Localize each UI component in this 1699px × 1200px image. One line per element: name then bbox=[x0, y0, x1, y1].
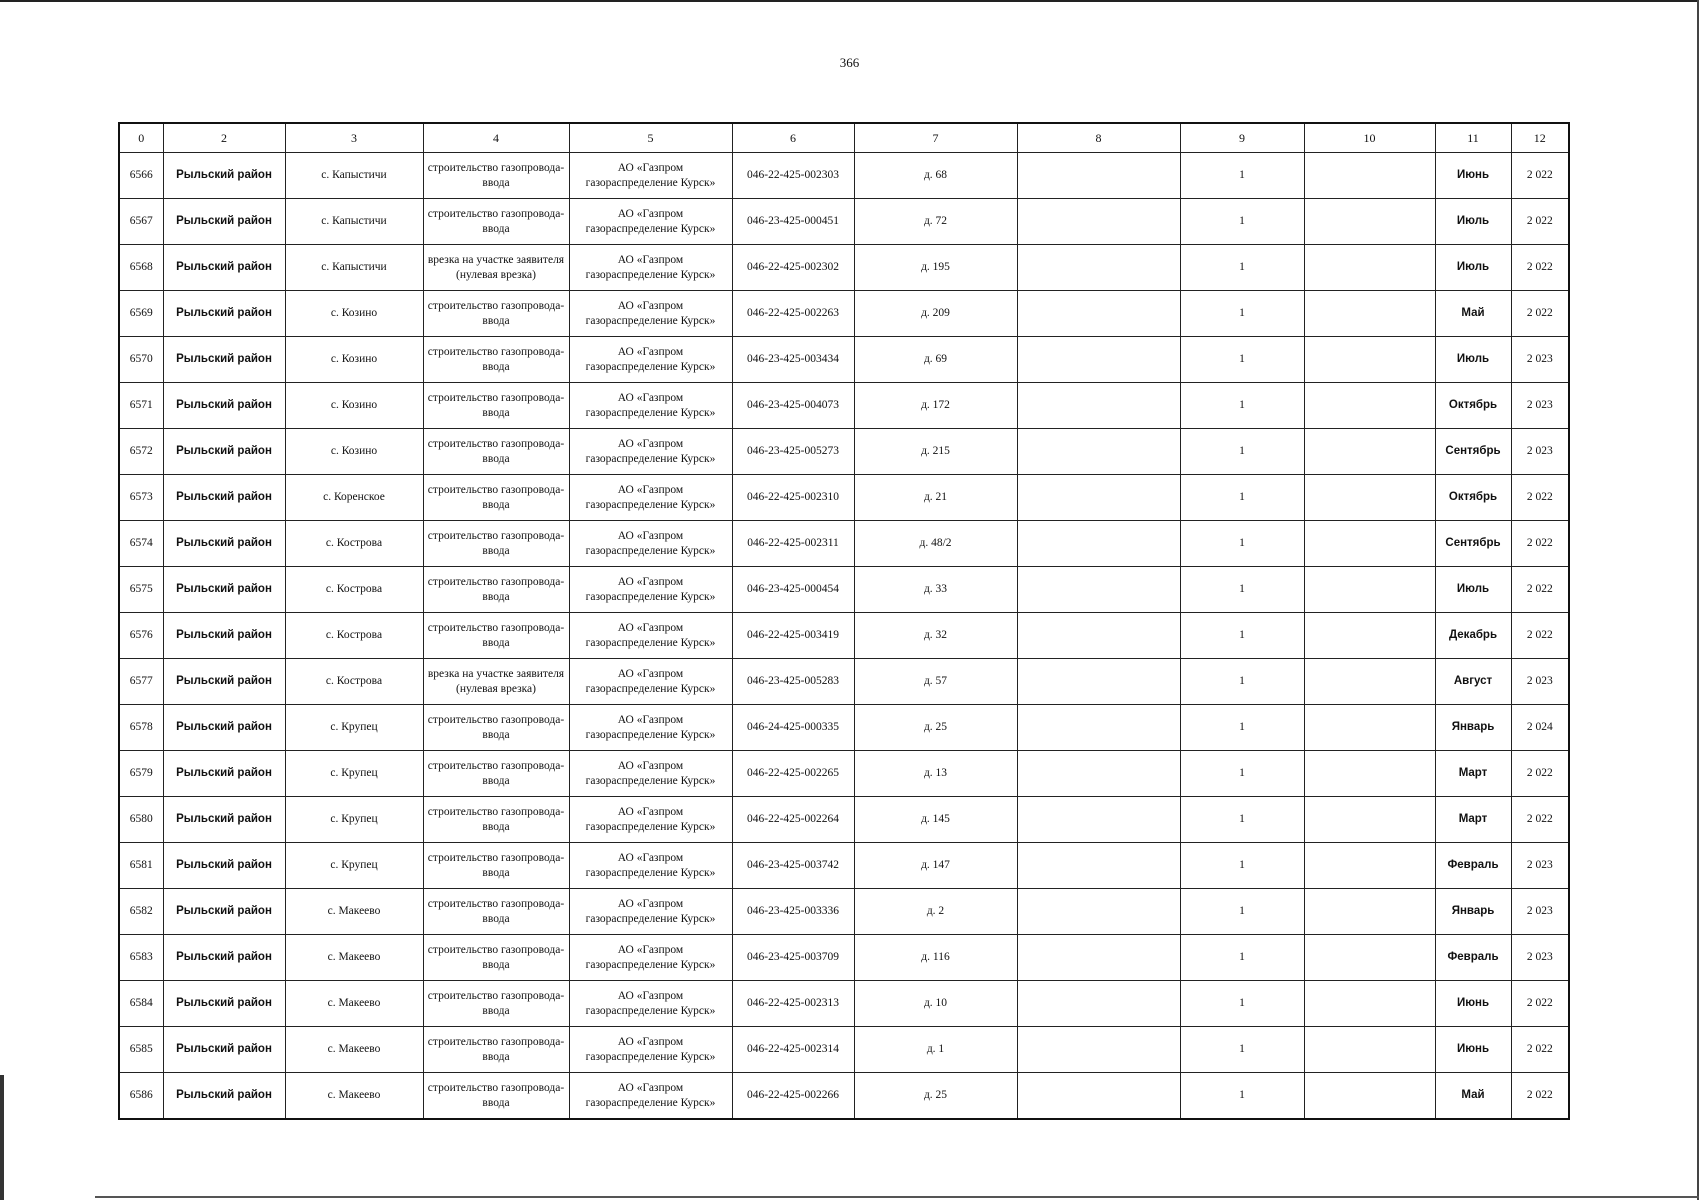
column-8-cell bbox=[1017, 383, 1180, 429]
settlement-cell: с. Макеево bbox=[285, 889, 423, 935]
column-8-cell bbox=[1017, 521, 1180, 567]
count-cell: 1 bbox=[1180, 659, 1304, 705]
district-cell: Рыльский район bbox=[163, 751, 285, 797]
settlement-cell: с. Крупец bbox=[285, 705, 423, 751]
column-8-cell bbox=[1017, 1073, 1180, 1120]
column-8-cell bbox=[1017, 751, 1180, 797]
organization-cell: АО «Газпром газораспределение Курск» bbox=[569, 521, 732, 567]
house-number-cell: д. 147 bbox=[854, 843, 1017, 889]
count-cell: 1 bbox=[1180, 935, 1304, 981]
organization-cell: АО «Газпром газораспределение Курск» bbox=[569, 153, 732, 199]
organization-cell: АО «Газпром газораспределение Курск» bbox=[569, 1073, 732, 1120]
year-cell: 2 022 bbox=[1511, 751, 1569, 797]
count-cell: 1 bbox=[1180, 521, 1304, 567]
organization-cell: АО «Газпром газораспределение Курск» bbox=[569, 199, 732, 245]
table-row bbox=[119, 613, 1569, 659]
column-10-cell bbox=[1304, 337, 1435, 383]
year-cell: 2 023 bbox=[1511, 889, 1569, 935]
organization-cell: АО «Газпром газораспределение Курск» bbox=[569, 705, 732, 751]
column-10-cell bbox=[1304, 659, 1435, 705]
application-number-cell: 046-22-425-002310 bbox=[732, 475, 854, 521]
column-header: 4 bbox=[423, 123, 569, 153]
row-number-cell: 6568 bbox=[119, 245, 163, 291]
district-cell: Рыльский район bbox=[163, 705, 285, 751]
house-number-cell: д. 2 bbox=[854, 889, 1017, 935]
organization-cell: АО «Газпром газораспределение Курск» bbox=[569, 981, 732, 1027]
settlement-cell: с. Капыстичи bbox=[285, 199, 423, 245]
year-cell: 2 022 bbox=[1511, 521, 1569, 567]
table-row bbox=[119, 843, 1569, 889]
month-cell: Сентябрь bbox=[1435, 521, 1511, 567]
work-type-cell: строительство газопровода-ввода bbox=[423, 1073, 569, 1120]
organization-cell: АО «Газпром газораспределение Курск» bbox=[569, 889, 732, 935]
house-number-cell: д. 57 bbox=[854, 659, 1017, 705]
column-8-cell bbox=[1017, 705, 1180, 751]
count-cell: 1 bbox=[1180, 843, 1304, 889]
table-row bbox=[119, 475, 1569, 521]
organization-cell: АО «Газпром газораспределение Курск» bbox=[569, 245, 732, 291]
organization-cell: АО «Газпром газораспределение Курск» bbox=[569, 797, 732, 843]
table-row bbox=[119, 429, 1569, 475]
month-cell: Февраль bbox=[1435, 843, 1511, 889]
table-row bbox=[119, 1027, 1569, 1073]
column-10-cell bbox=[1304, 153, 1435, 199]
count-cell: 1 bbox=[1180, 475, 1304, 521]
settlement-cell: с. Крупец bbox=[285, 797, 423, 843]
month-cell: Декабрь bbox=[1435, 613, 1511, 659]
application-number-cell: 046-22-425-002314 bbox=[732, 1027, 854, 1073]
work-type-cell: строительство газопровода-ввода bbox=[423, 475, 569, 521]
house-number-cell: д. 21 bbox=[854, 475, 1017, 521]
district-cell: Рыльский район bbox=[163, 153, 285, 199]
work-type-cell: строительство газопровода-ввода bbox=[423, 751, 569, 797]
row-number-cell: 6584 bbox=[119, 981, 163, 1027]
organization-cell: АО «Газпром газораспределение Курск» bbox=[569, 429, 732, 475]
district-cell: Рыльский район bbox=[163, 1073, 285, 1120]
count-cell: 1 bbox=[1180, 705, 1304, 751]
year-cell: 2 022 bbox=[1511, 153, 1569, 199]
row-number-cell: 6578 bbox=[119, 705, 163, 751]
month-cell: Июль bbox=[1435, 567, 1511, 613]
application-number-cell: 046-22-425-002313 bbox=[732, 981, 854, 1027]
work-type-cell: строительство газопровода-ввода bbox=[423, 889, 569, 935]
count-cell: 1 bbox=[1180, 567, 1304, 613]
column-10-cell bbox=[1304, 889, 1435, 935]
month-cell: Июнь bbox=[1435, 153, 1511, 199]
settlement-cell: с. Крупец bbox=[285, 843, 423, 889]
month-cell: Июнь bbox=[1435, 981, 1511, 1027]
organization-cell: АО «Газпром газораспределение Курск» bbox=[569, 475, 732, 521]
scan-border-left bbox=[0, 1075, 4, 1200]
house-number-cell: д. 25 bbox=[854, 705, 1017, 751]
house-number-cell: д. 1 bbox=[854, 1027, 1017, 1073]
page-number: 366 bbox=[839, 55, 860, 70]
organization-cell: АО «Газпром газораспределение Курск» bbox=[569, 843, 732, 889]
month-cell: Март bbox=[1435, 751, 1511, 797]
row-number-cell: 6580 bbox=[119, 797, 163, 843]
table-row bbox=[119, 797, 1569, 843]
district-cell: Рыльский район bbox=[163, 475, 285, 521]
district-cell: Рыльский район bbox=[163, 659, 285, 705]
column-8-cell bbox=[1017, 153, 1180, 199]
month-cell: Июнь bbox=[1435, 1027, 1511, 1073]
settlement-cell: с. Козино bbox=[285, 291, 423, 337]
district-cell: Рыльский район bbox=[163, 889, 285, 935]
column-8-cell bbox=[1017, 245, 1180, 291]
district-cell: Рыльский район bbox=[163, 199, 285, 245]
column-10-cell bbox=[1304, 613, 1435, 659]
settlement-cell: с. Макеево bbox=[285, 1027, 423, 1073]
column-10-cell bbox=[1304, 199, 1435, 245]
column-header: 12 bbox=[1511, 123, 1569, 153]
table-row bbox=[119, 521, 1569, 567]
column-10-cell bbox=[1304, 935, 1435, 981]
organization-cell: АО «Газпром газораспределение Курск» bbox=[569, 1027, 732, 1073]
column-8-cell bbox=[1017, 797, 1180, 843]
year-cell: 2 022 bbox=[1511, 613, 1569, 659]
table-header-row bbox=[119, 123, 1569, 153]
district-cell: Рыльский район bbox=[163, 613, 285, 659]
work-type-cell: строительство газопровода-ввода bbox=[423, 705, 569, 751]
count-cell: 1 bbox=[1180, 245, 1304, 291]
work-type-cell: строительство газопровода-ввода bbox=[423, 383, 569, 429]
month-cell: Май bbox=[1435, 291, 1511, 337]
year-cell: 2 022 bbox=[1511, 981, 1569, 1027]
district-cell: Рыльский район bbox=[163, 843, 285, 889]
month-cell: Октябрь bbox=[1435, 383, 1511, 429]
work-type-cell: строительство газопровода-ввода bbox=[423, 567, 569, 613]
count-cell: 1 bbox=[1180, 1027, 1304, 1073]
district-cell: Рыльский район bbox=[163, 521, 285, 567]
column-8-cell bbox=[1017, 291, 1180, 337]
month-cell: Сентябрь bbox=[1435, 429, 1511, 475]
row-number-cell: 6574 bbox=[119, 521, 163, 567]
application-number-cell: 046-22-425-002263 bbox=[732, 291, 854, 337]
district-cell: Рыльский район bbox=[163, 797, 285, 843]
work-type-cell: строительство газопровода-ввода bbox=[423, 981, 569, 1027]
application-number-cell: 046-23-425-000451 bbox=[732, 199, 854, 245]
year-cell: 2 022 bbox=[1511, 1027, 1569, 1073]
month-cell: Июль bbox=[1435, 337, 1511, 383]
work-type-cell: строительство газопровода-ввода bbox=[423, 521, 569, 567]
count-cell: 1 bbox=[1180, 1073, 1304, 1120]
table-row bbox=[119, 935, 1569, 981]
application-number-cell: 046-24-425-000335 bbox=[732, 705, 854, 751]
column-8-cell bbox=[1017, 475, 1180, 521]
organization-cell: АО «Газпром газораспределение Курск» bbox=[569, 659, 732, 705]
column-header: 11 bbox=[1435, 123, 1511, 153]
column-10-cell bbox=[1304, 843, 1435, 889]
settlement-cell: с. Крупец bbox=[285, 751, 423, 797]
row-number-cell: 6577 bbox=[119, 659, 163, 705]
scan-border-top bbox=[0, 0, 1699, 2]
house-number-cell: д. 145 bbox=[854, 797, 1017, 843]
house-number-cell: д. 209 bbox=[854, 291, 1017, 337]
work-type-cell: строительство газопровода-ввода bbox=[423, 153, 569, 199]
column-8-cell bbox=[1017, 337, 1180, 383]
row-number-cell: 6581 bbox=[119, 843, 163, 889]
month-cell: Июль bbox=[1435, 199, 1511, 245]
house-number-cell: д. 195 bbox=[854, 245, 1017, 291]
application-number-cell: 046-22-425-002264 bbox=[732, 797, 854, 843]
work-type-cell: врезка на участке заявителя (нулевая врезка) bbox=[423, 659, 569, 705]
column-8-cell bbox=[1017, 567, 1180, 613]
month-cell: Февраль bbox=[1435, 935, 1511, 981]
settlement-cell: с. Макеево bbox=[285, 1073, 423, 1120]
row-number-cell: 6579 bbox=[119, 751, 163, 797]
month-cell: Январь bbox=[1435, 705, 1511, 751]
column-8-cell bbox=[1017, 889, 1180, 935]
column-8-cell bbox=[1017, 613, 1180, 659]
count-cell: 1 bbox=[1180, 797, 1304, 843]
table-row bbox=[119, 981, 1569, 1027]
year-cell: 2 023 bbox=[1511, 337, 1569, 383]
work-type-cell: строительство газопровода-ввода bbox=[423, 935, 569, 981]
column-10-cell bbox=[1304, 521, 1435, 567]
application-number-cell: 046-23-425-000454 bbox=[732, 567, 854, 613]
table-row bbox=[119, 383, 1569, 429]
scan-border-bottom bbox=[95, 1196, 1699, 1198]
column-header: 6 bbox=[732, 123, 854, 153]
work-type-cell: строительство газопровода-ввода bbox=[423, 337, 569, 383]
column-header: 0 bbox=[119, 123, 163, 153]
application-number-cell: 046-23-425-003709 bbox=[732, 935, 854, 981]
month-cell: Август bbox=[1435, 659, 1511, 705]
application-number-cell: 046-22-425-002265 bbox=[732, 751, 854, 797]
column-10-cell bbox=[1304, 475, 1435, 521]
row-number-cell: 6583 bbox=[119, 935, 163, 981]
column-10-cell bbox=[1304, 291, 1435, 337]
column-8-cell bbox=[1017, 843, 1180, 889]
column-8-cell bbox=[1017, 935, 1180, 981]
table-row bbox=[119, 567, 1569, 613]
application-number-cell: 046-23-425-003336 bbox=[732, 889, 854, 935]
table-row bbox=[119, 245, 1569, 291]
column-10-cell bbox=[1304, 1027, 1435, 1073]
row-number-cell: 6566 bbox=[119, 153, 163, 199]
year-cell: 2 022 bbox=[1511, 199, 1569, 245]
row-number-cell: 6585 bbox=[119, 1027, 163, 1073]
application-number-cell: 046-23-425-003742 bbox=[732, 843, 854, 889]
work-type-cell: строительство газопровода-ввода bbox=[423, 797, 569, 843]
organization-cell: АО «Газпром газораспределение Курск» bbox=[569, 337, 732, 383]
column-8-cell bbox=[1017, 981, 1180, 1027]
year-cell: 2 023 bbox=[1511, 429, 1569, 475]
district-cell: Рыльский район bbox=[163, 429, 285, 475]
organization-cell: АО «Газпром газораспределение Курск» bbox=[569, 613, 732, 659]
column-10-cell bbox=[1304, 245, 1435, 291]
house-number-cell: д. 72 bbox=[854, 199, 1017, 245]
table-row bbox=[119, 199, 1569, 245]
month-cell: Январь bbox=[1435, 889, 1511, 935]
house-number-cell: д. 68 bbox=[854, 153, 1017, 199]
work-type-cell: врезка на участке заявителя (нулевая врезка) bbox=[423, 245, 569, 291]
district-cell: Рыльский район bbox=[163, 981, 285, 1027]
count-cell: 1 bbox=[1180, 291, 1304, 337]
table-row bbox=[119, 751, 1569, 797]
house-number-cell: д. 33 bbox=[854, 567, 1017, 613]
house-number-cell: д. 10 bbox=[854, 981, 1017, 1027]
district-cell: Рыльский район bbox=[163, 291, 285, 337]
column-header: 9 bbox=[1180, 123, 1304, 153]
year-cell: 2 023 bbox=[1511, 843, 1569, 889]
column-10-cell bbox=[1304, 981, 1435, 1027]
column-8-cell bbox=[1017, 1027, 1180, 1073]
work-type-cell: строительство газопровода-ввода bbox=[423, 291, 569, 337]
row-number-cell: 6570 bbox=[119, 337, 163, 383]
year-cell: 2 023 bbox=[1511, 659, 1569, 705]
district-cell: Рыльский район bbox=[163, 567, 285, 613]
row-number-cell: 6572 bbox=[119, 429, 163, 475]
settlement-cell: с. Макеево bbox=[285, 935, 423, 981]
district-cell: Рыльский район bbox=[163, 245, 285, 291]
column-header: 7 bbox=[854, 123, 1017, 153]
settlement-cell: с. Козино bbox=[285, 337, 423, 383]
month-cell: Октябрь bbox=[1435, 475, 1511, 521]
organization-cell: АО «Газпром газораспределение Курск» bbox=[569, 935, 732, 981]
row-number-cell: 6573 bbox=[119, 475, 163, 521]
column-8-cell bbox=[1017, 199, 1180, 245]
column-header: 5 bbox=[569, 123, 732, 153]
count-cell: 1 bbox=[1180, 889, 1304, 935]
application-number-cell: 046-23-425-003434 bbox=[732, 337, 854, 383]
district-cell: Рыльский район bbox=[163, 337, 285, 383]
settlement-cell: с. Коренское bbox=[285, 475, 423, 521]
settlement-cell: с. Макеево bbox=[285, 981, 423, 1027]
column-10-cell bbox=[1304, 705, 1435, 751]
table-row bbox=[119, 1073, 1569, 1120]
table-body bbox=[119, 153, 1569, 1120]
month-cell: Май bbox=[1435, 1073, 1511, 1120]
work-type-cell: строительство газопровода-ввода bbox=[423, 843, 569, 889]
column-header: 2 bbox=[163, 123, 285, 153]
count-cell: 1 bbox=[1180, 429, 1304, 475]
month-cell: Март bbox=[1435, 797, 1511, 843]
column-8-cell bbox=[1017, 659, 1180, 705]
column-10-cell bbox=[1304, 567, 1435, 613]
organization-cell: АО «Газпром газораспределение Курск» bbox=[569, 751, 732, 797]
work-type-cell: строительство газопровода-ввода bbox=[423, 199, 569, 245]
year-cell: 2 024 bbox=[1511, 705, 1569, 751]
row-number-cell: 6586 bbox=[119, 1073, 163, 1120]
house-number-cell: д. 32 bbox=[854, 613, 1017, 659]
work-type-cell: строительство газопровода-ввода bbox=[423, 429, 569, 475]
column-10-cell bbox=[1304, 429, 1435, 475]
count-cell: 1 bbox=[1180, 337, 1304, 383]
house-number-cell: д. 69 bbox=[854, 337, 1017, 383]
year-cell: 2 023 bbox=[1511, 935, 1569, 981]
column-10-cell bbox=[1304, 797, 1435, 843]
row-number-cell: 6575 bbox=[119, 567, 163, 613]
application-number-cell: 046-22-425-002303 bbox=[732, 153, 854, 199]
application-number-cell: 046-23-425-005273 bbox=[732, 429, 854, 475]
organization-cell: АО «Газпром газораспределение Курск» bbox=[569, 383, 732, 429]
column-10-cell bbox=[1304, 383, 1435, 429]
house-number-cell: д. 116 bbox=[854, 935, 1017, 981]
table-row bbox=[119, 659, 1569, 705]
row-number-cell: 6571 bbox=[119, 383, 163, 429]
work-type-cell: строительство газопровода-ввода bbox=[423, 613, 569, 659]
year-cell: 2 022 bbox=[1511, 291, 1569, 337]
year-cell: 2 023 bbox=[1511, 383, 1569, 429]
settlement-cell: с. Козино bbox=[285, 429, 423, 475]
month-cell: Июль bbox=[1435, 245, 1511, 291]
count-cell: 1 bbox=[1180, 383, 1304, 429]
count-cell: 1 bbox=[1180, 613, 1304, 659]
column-10-cell bbox=[1304, 1073, 1435, 1120]
table-row bbox=[119, 153, 1569, 199]
year-cell: 2 022 bbox=[1511, 475, 1569, 521]
work-type-cell: строительство газопровода-ввода bbox=[423, 1027, 569, 1073]
house-number-cell: д. 172 bbox=[854, 383, 1017, 429]
year-cell: 2 022 bbox=[1511, 1073, 1569, 1120]
year-cell: 2 022 bbox=[1511, 797, 1569, 843]
district-cell: Рыльский район bbox=[163, 383, 285, 429]
settlement-cell: с. Кострова bbox=[285, 659, 423, 705]
year-cell: 2 022 bbox=[1511, 245, 1569, 291]
row-number-cell: 6567 bbox=[119, 199, 163, 245]
column-header: 3 bbox=[285, 123, 423, 153]
settlement-cell: с. Кострова bbox=[285, 613, 423, 659]
organization-cell: АО «Газпром газораспределение Курск» bbox=[569, 567, 732, 613]
settlement-cell: с. Капыстичи bbox=[285, 153, 423, 199]
table-row bbox=[119, 705, 1569, 751]
count-cell: 1 bbox=[1180, 751, 1304, 797]
house-number-cell: д. 48/2 bbox=[854, 521, 1017, 567]
application-number-cell: 046-23-425-005283 bbox=[732, 659, 854, 705]
house-number-cell: д. 13 bbox=[854, 751, 1017, 797]
row-number-cell: 6569 bbox=[119, 291, 163, 337]
count-cell: 1 bbox=[1180, 153, 1304, 199]
settlement-cell: с. Кострова bbox=[285, 567, 423, 613]
application-number-cell: 046-23-425-004073 bbox=[732, 383, 854, 429]
house-number-cell: д. 25 bbox=[854, 1073, 1017, 1120]
gas-connection-table bbox=[118, 122, 1570, 1120]
table-row bbox=[119, 337, 1569, 383]
house-number-cell: д. 215 bbox=[854, 429, 1017, 475]
count-cell: 1 bbox=[1180, 199, 1304, 245]
row-number-cell: 6582 bbox=[119, 889, 163, 935]
row-number-cell: 6576 bbox=[119, 613, 163, 659]
application-number-cell: 046-22-425-002266 bbox=[732, 1073, 854, 1120]
column-10-cell bbox=[1304, 751, 1435, 797]
table-row bbox=[119, 889, 1569, 935]
district-cell: Рыльский район bbox=[163, 935, 285, 981]
district-cell: Рыльский район bbox=[163, 1027, 285, 1073]
application-number-cell: 046-22-425-002311 bbox=[732, 521, 854, 567]
settlement-cell: с. Капыстичи bbox=[285, 245, 423, 291]
year-cell: 2 022 bbox=[1511, 567, 1569, 613]
column-header: 8 bbox=[1017, 123, 1180, 153]
count-cell: 1 bbox=[1180, 981, 1304, 1027]
application-number-cell: 046-22-425-003419 bbox=[732, 613, 854, 659]
organization-cell: АО «Газпром газораспределение Курск» bbox=[569, 291, 732, 337]
application-number-cell: 046-22-425-002302 bbox=[732, 245, 854, 291]
settlement-cell: с. Кострова bbox=[285, 521, 423, 567]
table-row bbox=[119, 291, 1569, 337]
settlement-cell: с. Козино bbox=[285, 383, 423, 429]
column-header: 10 bbox=[1304, 123, 1435, 153]
column-8-cell bbox=[1017, 429, 1180, 475]
